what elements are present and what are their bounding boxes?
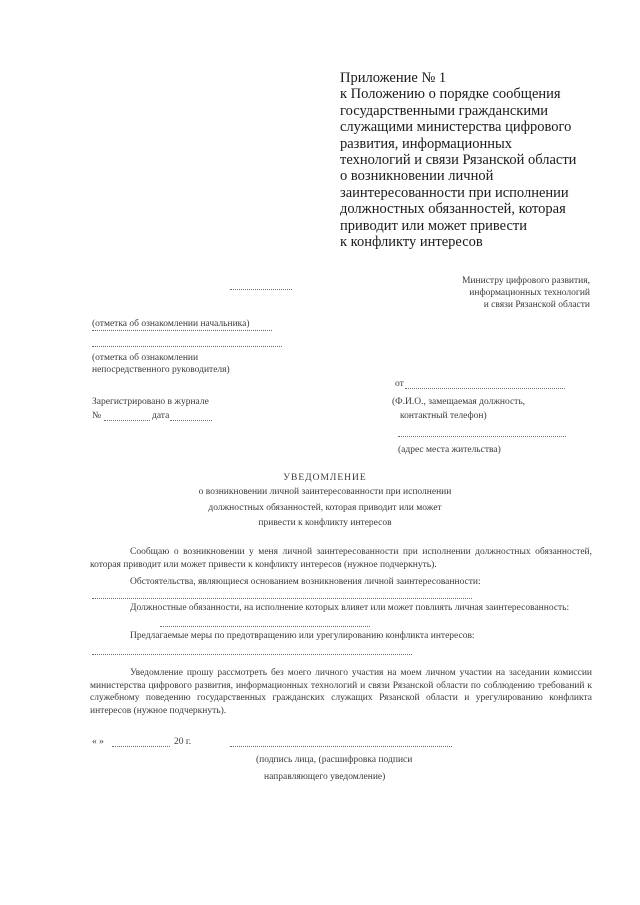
addressee-block [440, 275, 590, 311]
dotted-line [160, 626, 370, 627]
appendix-header [340, 70, 600, 250]
dotted-line [230, 289, 292, 290]
dotted-line [92, 598, 472, 599]
appendix-line: должностных обязанностей, которая [340, 201, 566, 218]
appendix-line: государственными гражданскими [340, 102, 549, 119]
registered-label: Зарегистрировано в журнале [92, 397, 209, 407]
phone-label: контактный телефон) [400, 411, 487, 421]
reg-no-label: № [92, 411, 102, 421]
paragraph-request: Уведомление прошу рассмотреть без моего личного участия на моем личном участии на заседании комиссии министерства цифрового развития, информационных технологий и связи Рязанской области по соблюдению требований к служебному поведению государственных гражданских служащих Рязанской области и урегулированию конфликта интересов (нужное подчеркнуть). [90, 668, 592, 716]
signature-caption: (подпись лица, (расшифровка подписи [256, 755, 413, 765]
dotted-line [92, 346, 282, 347]
paragraph-duties: Должностные обязанности, на исполнение которых влияет или может повлиять личная заинтересованность: [130, 603, 570, 613]
title-subline: о возникновении личной заинтересованности при исполнении [198, 487, 452, 497]
appendix-line: о возникновении личной [340, 168, 494, 185]
paragraph-measures: Предлагаемые меры по предотвращению или урегулированию конфликта интересов: [130, 631, 475, 641]
appendix-line: технологий и связи Рязанской области [340, 152, 577, 169]
dotted-line [398, 436, 566, 437]
document-title: УВЕДОМЛЕНИЕ [283, 473, 367, 483]
fio-label: (Ф.И.О., замещаемая должность, [392, 397, 526, 407]
dotted-line [230, 746, 452, 747]
appendix-line: Приложение № 1 [340, 70, 447, 86]
ack-head-note: (отметка об ознакомлении начальника) [92, 319, 250, 329]
appendix-line: к конфликту интересов [340, 234, 483, 251]
ack-note-2: непосредственного руководителя) [92, 365, 230, 375]
signature-caption-2: направляющего уведомление) [264, 772, 386, 782]
title-subline: должностных обязанностей, которая приводит или может [208, 503, 442, 513]
dotted-line [92, 654, 412, 655]
appendix-line: развития, информационных [340, 135, 513, 152]
signature-year: 20 г. [174, 737, 192, 747]
from-label: от [395, 379, 404, 389]
signature-date-prefix: « » [92, 737, 104, 747]
dotted-line [92, 330, 272, 331]
dotted-line [405, 388, 565, 389]
appendix-line: служащими министерства цифрового [340, 119, 572, 136]
residence-label: (адрес места жительства) [398, 445, 501, 455]
reg-date-label: дата [152, 411, 170, 421]
appendix-line: к Положению о порядке сообщения [340, 86, 561, 103]
addressee-line: Министру цифрового развития, [462, 276, 590, 286]
paragraph-intro: Сообщаю о возникновении у меня личной заинтересованности при исполнении должностных обязанностей, которая приводит или может привести к конфликту интересов (нужное подчеркнуть). [90, 547, 592, 570]
appendix-line: заинтересованности при исполнении [340, 184, 569, 201]
paragraph-circumstances: Обстоятельства, являющиеся основанием возникновения личной заинтересованности: [130, 577, 481, 587]
addressee-line: и связи Рязанской области [483, 300, 590, 310]
ack-note: (отметка об ознакомлении [92, 353, 199, 363]
dotted-line [170, 420, 212, 421]
title-subline: привести к конфликту интересов [258, 518, 392, 528]
appendix-line: приводит или может привести [340, 217, 527, 234]
dotted-line [112, 746, 170, 747]
addressee-line: информационных технологий [469, 288, 590, 298]
dotted-line [104, 420, 150, 421]
